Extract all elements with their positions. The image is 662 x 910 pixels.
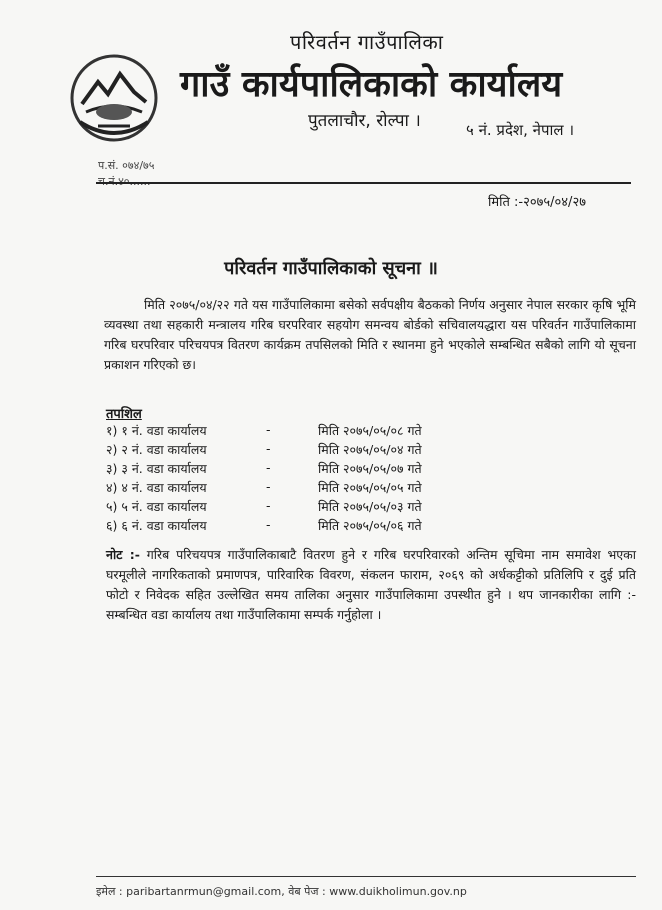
header-divider — [96, 182, 631, 184]
list-item — [106, 460, 486, 479]
ward-office: २) २ नं. वडा कार्यालय — [106, 442, 207, 457]
org-subtitle: परिवर्तन गाउँपालिका — [290, 30, 444, 54]
org-address: पुतलाचौर, रोल्पा । — [308, 111, 421, 131]
list-item — [106, 441, 486, 460]
footer-contact: इमेल : paribartanrmun@gmail.com, वेब पेज : www.duikholimun.gov.np — [96, 885, 467, 898]
footer-divider — [96, 876, 636, 877]
separator: - — [266, 422, 271, 437]
nepal-emblem-icon — [68, 52, 160, 144]
distribution-date: मिति २०७५/०५/०३ गते — [318, 499, 422, 514]
notice-note — [106, 545, 636, 625]
separator: - — [266, 498, 271, 513]
note-label: नोट :- — [106, 547, 140, 562]
note-text: गरिब परिचयपत्र गाउँपालिकाबाटै वितरण हुने र गरिब घरपरिवारको अन्तिम सूचिमा नाम समावेश भएका घरमूलीले नागरिकताको प्रमाणपत्र, पारिवारिक विवरण, संकलन फाराम, २०६९ को अर्धकट्टीको प्रतिलिपि र दुई प्रति फोटो र निवेदक सहित उल्लेखित समय तालिका अनुसार गाउँपालिकामा उपस्थीत हुने । थप जानकारीका लागि :- सम्बन्धित वडा कार्यालय तथा गाउँपालिकामा सम्पर्क गर्नुहोला । — [106, 547, 637, 622]
ward-office: १) १ नं. वडा कार्यालय — [106, 423, 207, 438]
ward-office: ६) ६ नं. वडा कार्यालय — [106, 518, 207, 533]
list-item — [106, 517, 486, 536]
separator: - — [266, 460, 271, 475]
ward-office: ४) ४ नं. वडा कार्यालय — [106, 480, 207, 495]
distribution-date: मिति २०७५/०५/०५ गते — [318, 480, 422, 495]
ward-office: ५) ५ नं. वडा कार्यालय — [106, 499, 207, 514]
list-item — [106, 422, 486, 441]
distribution-date: मिति २०७५/०५/०८ गते — [318, 423, 422, 438]
separator: - — [266, 441, 271, 456]
notice-title: परिवर्तन गाउँपालिकाको सूचना ॥ — [224, 258, 438, 279]
ward-office: ३) ३ नं. वडा कार्यालय — [106, 461, 207, 476]
separator: - — [266, 517, 271, 532]
separator: - — [266, 479, 271, 494]
org-title: गाउँ कार्यपालिकाको कार्यालय — [180, 64, 563, 105]
list-item — [106, 479, 486, 498]
notice-body: मिति २०७५/०४/२२ गते यस गाउँपालिकामा बसेको सर्वपक्षीय बैठकको निर्णय अनुसार नेपाल सरकार कृषि भूमि व्यवस्था तथा सहकारी मन्त्रालय गरिब घरपरिवार सहयोग समन्वय बोर्डको सचिवालयद्धारा यस परिवर्तन गाउँपालिकामा गरिब घरपरिवार परिचयपत्र वितरण कार्यक्रम तपसिलको मिति र स्थानमा हुने भएकोले सम्बन्धित सबैको लागि यो सूचना प्रकाशन गरिएको छ। — [104, 297, 636, 372]
schedule-heading: तपशिल — [106, 407, 142, 422]
distribution-date: मिति २०७५/०५/०७ गते — [318, 461, 422, 476]
distribution-date: मिति २०७५/०५/०६ गते — [318, 518, 422, 533]
distribution-date: मिति २०७५/०५/०४ गते — [318, 442, 422, 457]
notice-date: मिति :-२०७५/०४/२७ — [488, 195, 586, 210]
list-item — [106, 498, 486, 517]
org-province: ५ नं. प्रदेश, नेपाल । — [466, 121, 575, 139]
reference-number: प.सं. ०७४/७५ — [98, 159, 155, 172]
schedule-list — [106, 422, 486, 536]
